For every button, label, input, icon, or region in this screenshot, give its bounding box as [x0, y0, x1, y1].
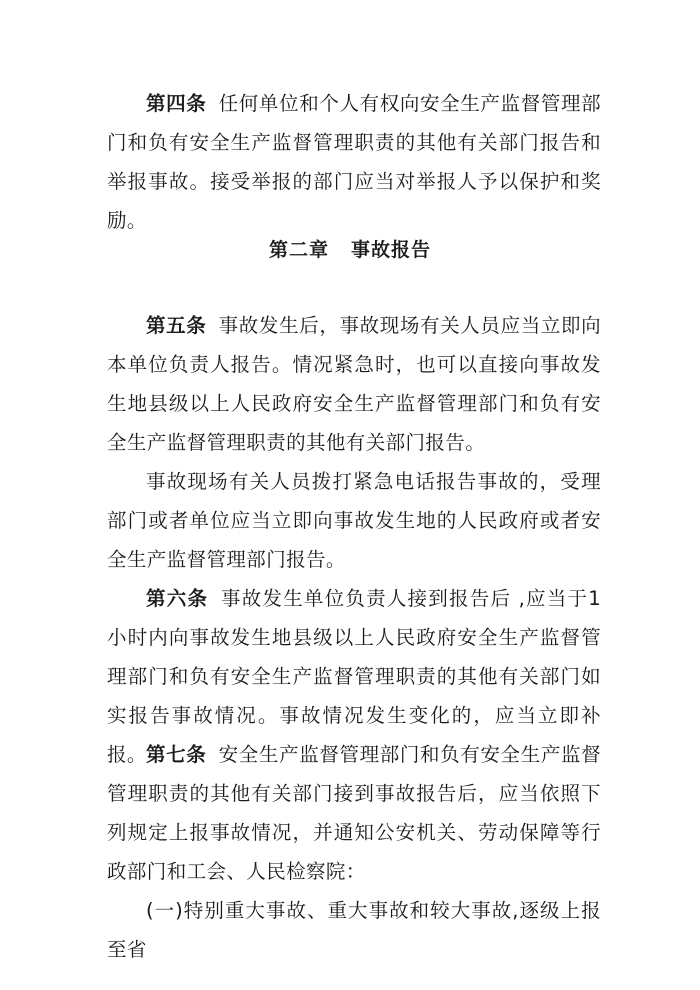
article-5-paragraph — [107, 306, 601, 462]
article-7-text: 安全生产监督管理部门和负有安全生产监督管理职责的其他有关部门接到事故报告后，应当依照下列规定上报事故情况，并通知公安机关、劳动保障等行政部门和工会、人民检察院： — [107, 743, 602, 883]
article-7-item-1: (一)特别重大事故、重大事故和较大事故,逐级上报至省 — [107, 899, 601, 961]
article-4-label: 第四条 — [146, 92, 207, 115]
chapter-number: 第二章 — [268, 239, 329, 261]
article-6-text: 事故发生单位负责人接到报告后 ,应当于1小时内向事故发生地县级以上人民政府安全生产监督管理部门和负有安全生产监督管理职责的其他有关部门如实报告事故情况。事故情况发生变化的，应当立即补报。 — [107, 587, 601, 766]
chapter-title: 事故报告 — [351, 239, 432, 261]
article-5-paragraph-2: 事故现场有关人员拨打紧急电话报告事故的，受理部门或者单位应当立即向事故发生地的人民政府或者安全生产监督管理部门报告。 — [107, 470, 601, 571]
chapter-heading — [0, 232, 700, 268]
article-7-label: 第七条 — [146, 743, 207, 766]
article-4-text: 任何单位和个人有权向安全生产监督管理部门和负有安全生产监督管理职责的其他有关部门报告和举报事故。接受举报的部门应当对举报人予以保护和奖励。 — [107, 92, 602, 232]
article-5-label: 第五条 — [146, 314, 207, 337]
article-5-text: 事故发生后，事故现场有关人员应当立即向本单位负责人报告。情况紧急时，也可以直接向事故发生地县级以上人民政府安全生产监督管理部门和负有安全生产监督管理职责的其他有关部门报告。 — [107, 314, 602, 454]
article-4-paragraph — [107, 84, 601, 240]
article-6-label: 第六条 — [146, 587, 209, 610]
article-7-paragraph — [107, 735, 601, 891]
